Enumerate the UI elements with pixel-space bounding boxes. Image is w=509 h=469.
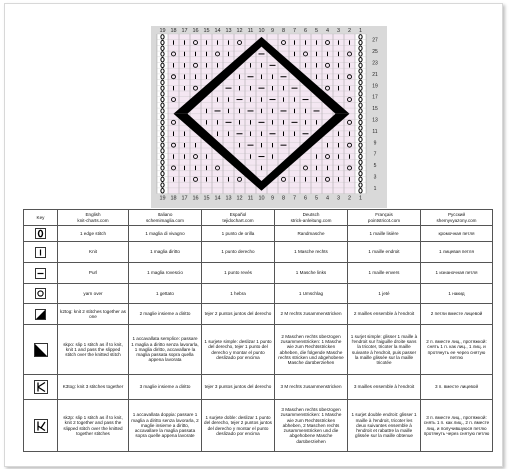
- knit-icon: [35, 247, 46, 258]
- legend-row: [24, 304, 493, 325]
- legend-key-cell: [24, 263, 58, 284]
- legend-key-cell: [24, 242, 58, 263]
- skpo-icon: [34, 343, 48, 357]
- italiano-text: 1 accavallata semplice: passare 1 maglia a diritto senza lavorarla, 1 maglia diritto, accavallare la maglia passata sopra quella appena lavorata: [129, 325, 202, 375]
- legend-key-cell: [24, 375, 58, 400]
- bottom-column-number: 12: [236, 195, 243, 202]
- russian-text: 2 петли вместе лицевой: [421, 304, 493, 325]
- header-francais: Français pointstricot.com: [348, 210, 421, 226]
- legend-row: [24, 242, 493, 263]
- francais-text: 2 mailles ensemble à l'endroit: [348, 304, 421, 325]
- top-column-number: 9: [270, 28, 275, 34]
- row-number: 3: [373, 174, 377, 181]
- top-column-number: 10: [258, 28, 265, 34]
- legend-row: [24, 263, 493, 284]
- top-column-number: 16: [192, 28, 199, 34]
- espanol-text: tejer 2 puntos juntos del derecho: [202, 304, 275, 325]
- top-column-number: 4: [325, 28, 330, 34]
- top-column-number: 8: [281, 28, 286, 34]
- espanol-text: 1 surjete simple: deslizar 1 punto del derecho, tejer 1 punto del derecho y montar el punto deslizado por encima: [202, 325, 275, 375]
- bottom-column-number: 17: [181, 195, 188, 202]
- francais-text: 1 surjet double endroit: glisser 1 maille à l'endroit, tricoter les deux suivantes ensemble à l'endroit et rabattre la maille glissée sur la maille obtenue: [348, 400, 421, 452]
- row-number: 5: [373, 163, 377, 170]
- russian-text: кромочная петля: [421, 226, 493, 242]
- bottom-column-number: 18: [170, 195, 177, 202]
- bottom-column-number: 7: [292, 195, 297, 202]
- russian-text: 1 накид: [421, 284, 493, 304]
- bottom-column-number: 15: [203, 195, 210, 202]
- bottom-column-number: 16: [192, 195, 199, 202]
- top-column-number: 2: [347, 28, 352, 34]
- header-key: Key: [24, 210, 58, 226]
- row-number: 25: [372, 49, 378, 56]
- row-number: 7: [373, 151, 377, 158]
- legend-key-cell: [24, 284, 58, 304]
- legend-table: [23, 209, 493, 452]
- italiano-text: 1 accavallata doppia: passare 1 maglia a diritto senza lavorarla, 2 maglie insieme a diritto, accavallare la maglia passata sopra quelle appena lavorate: [129, 400, 202, 452]
- legend-row: [24, 284, 493, 304]
- deutsch-text: 2 M rechts zusammenstricken: [275, 304, 348, 325]
- knitting-chart-grid: [151, 26, 387, 208]
- top-column-number: 7: [292, 28, 297, 34]
- bottom-column-number: 1: [358, 195, 363, 202]
- francais-text: 1 maille endroit: [348, 242, 421, 263]
- russian-text: 2 п. вместе лиц., протяжкой: снять 1 п. как лиц., 1 лиц. и протянуть ее через снятую петлю: [421, 325, 493, 375]
- francais-text: 1 maille envers: [348, 263, 421, 284]
- espanol-text: 1 punto derecho: [202, 242, 275, 263]
- bottom-column-number: 13: [225, 195, 232, 202]
- top-column-number: 5: [314, 28, 319, 34]
- bottom-column-number: 3: [336, 195, 341, 202]
- row-number: 13: [372, 117, 378, 124]
- russian-text: 1 лицевая петля: [421, 242, 493, 263]
- francais-text: 1 maille lisière: [348, 226, 421, 242]
- legend-key-cell: [24, 226, 58, 242]
- sk2p-icon: [34, 419, 48, 433]
- k2tog-icon: [35, 309, 46, 320]
- francais-text: 1 surjet simple: glisser 1 maille à l'endroit sur l'aiguille droite sans la tricoter, tricoter la maille suivante à l'endroit, puis passer la maille glissée sur la maille tricotée: [348, 325, 421, 375]
- bottom-column-number: 11: [247, 195, 254, 202]
- row-number: 9: [373, 140, 377, 147]
- header-deutsch: Deutsch strick-anleitung.com: [275, 210, 348, 226]
- bottom-column-number: 19: [159, 195, 166, 202]
- knitting-chart: [151, 26, 387, 208]
- row-number: 19: [372, 83, 378, 90]
- russian-text: 3 п. вместе лиц., протяжкой: снять 1 п. как лиц., 2 п. вместе лиц. и получившуюся петлю протянуть через снятую петлю: [421, 400, 493, 452]
- top-column-number: 3: [336, 28, 341, 34]
- english-text: skpo: slip 1 stitch as if to knit, knit 1 and pass the slipped stitch over the knitted stitch: [58, 325, 129, 375]
- page-sheet: [4, 3, 503, 467]
- edge-stitch-icon: [35, 228, 46, 239]
- top-column-number: 1: [358, 28, 363, 34]
- russian-text: 1 изнаночная петля: [421, 263, 493, 284]
- english-text: sk2p: slip 1 stitch as if to knit, knit 2 together and pass the slipped stitch over the knitted together stitches: [58, 400, 129, 452]
- legend-key-cell: [24, 325, 58, 375]
- top-column-number: 18: [170, 28, 177, 34]
- francais-text: 3 mailles ensemble à l'endroit: [348, 375, 421, 400]
- english-text: 1 edge stitch: [58, 226, 129, 242]
- espanol-text: 1 hebra: [202, 284, 275, 304]
- row-number: 15: [372, 106, 378, 113]
- deutsch-text: 3 M rechts zusammenstricken: [275, 375, 348, 400]
- legend-row: [24, 325, 493, 375]
- top-column-number: 19: [159, 28, 166, 34]
- bottom-column-number: 14: [214, 195, 221, 202]
- english-text: yarn over: [58, 284, 129, 304]
- russian-text: 3 п. вместе лицевой: [421, 375, 493, 400]
- deutsch-text: 3 Maschen rechts überzogen zusammenstricken: 1 Masche wie zum Rechtsstricken abheben, 2 Maschen rechts zusammenstricken und die abgehobene Masche darüberziehen: [275, 400, 348, 452]
- row-number: 21: [372, 71, 378, 78]
- yarn-over-icon: [35, 288, 46, 299]
- row-number: 17: [372, 94, 378, 101]
- row-number: 23: [372, 60, 378, 67]
- bottom-column-number: 6: [303, 195, 308, 202]
- bottom-column-number: 9: [270, 195, 275, 202]
- english-text: K3tog: knit 3 stitches together: [58, 375, 129, 400]
- legend-row: [24, 400, 493, 452]
- italiano-text: 1 gettato: [129, 284, 202, 304]
- top-column-number: 13: [225, 28, 232, 34]
- top-column-number: 11: [247, 28, 254, 34]
- bottom-column-number: 4: [325, 195, 330, 202]
- english-text: Purl: [58, 263, 129, 284]
- italiano-text: 1 maglia di vivagno: [129, 226, 202, 242]
- espanol-text: tejer 3 puntos juntos del derecho: [202, 375, 275, 400]
- header-espanol: Español tejidochart.com: [202, 210, 275, 226]
- row-number: 27: [372, 37, 378, 44]
- top-column-number: 14: [214, 28, 221, 34]
- top-column-number: 17: [181, 28, 188, 34]
- row-number: 1: [373, 185, 377, 192]
- row-number: 11: [372, 128, 378, 135]
- espanol-text: 1 punto revés: [202, 263, 275, 284]
- header-english: English knit-charts.com: [58, 210, 129, 226]
- legend-key-cell: [24, 400, 58, 452]
- top-column-number: 6: [303, 28, 308, 34]
- bottom-column-number: 8: [281, 195, 286, 202]
- italiano-text: 1 maglia diritto: [129, 242, 202, 263]
- legend-row: [24, 375, 493, 400]
- deutsch-text: 2 Maschen rechts überzogen zusammenstricken: 1 Masche wie zum Rechtsstricken abheben, die folgende Masche rechts stricken und abgehobene Masche darüberziehen: [275, 325, 348, 375]
- english-text: k2tog: knit 2 stitches together as one: [58, 304, 129, 325]
- deutsch-text: 1 Umschlag: [275, 284, 348, 304]
- deutsch-text: 1 Masche links: [275, 263, 348, 284]
- espanol-text: 1 punto de orilla: [202, 226, 275, 242]
- purl-icon: [35, 268, 46, 279]
- bottom-column-number: 2: [347, 195, 352, 202]
- bottom-column-number: 5: [314, 195, 319, 202]
- top-column-number: 12: [236, 28, 243, 34]
- bottom-column-number: 10: [258, 195, 265, 202]
- italiano-text: 1 maglia rovescio: [129, 263, 202, 284]
- english-text: Knit: [58, 242, 129, 263]
- deutsch-text: Randmasche: [275, 226, 348, 242]
- header-italiano: Italiano schemimaglia.com: [129, 210, 202, 226]
- k3tog-icon: [34, 380, 48, 394]
- deutsch-text: 1 Masche rechts: [275, 242, 348, 263]
- francais-text: 1 jeté: [348, 284, 421, 304]
- italiano-text: 3 maglie insieme a diritto: [129, 375, 202, 400]
- legend-key-cell: [24, 304, 58, 325]
- header-russian: Русский shemyvyazony.com: [421, 210, 493, 226]
- top-column-number: 15: [203, 28, 210, 34]
- legend-header-row: [24, 210, 493, 226]
- legend-row: [24, 226, 493, 242]
- espanol-text: 1 surjete doble: deslizar 1 punto del derecho, tejer 2 puntos juntos del derecho y montar el punto deslizado por encima: [202, 400, 275, 452]
- italiano-text: 2 maglie insieme a diritto: [129, 304, 202, 325]
